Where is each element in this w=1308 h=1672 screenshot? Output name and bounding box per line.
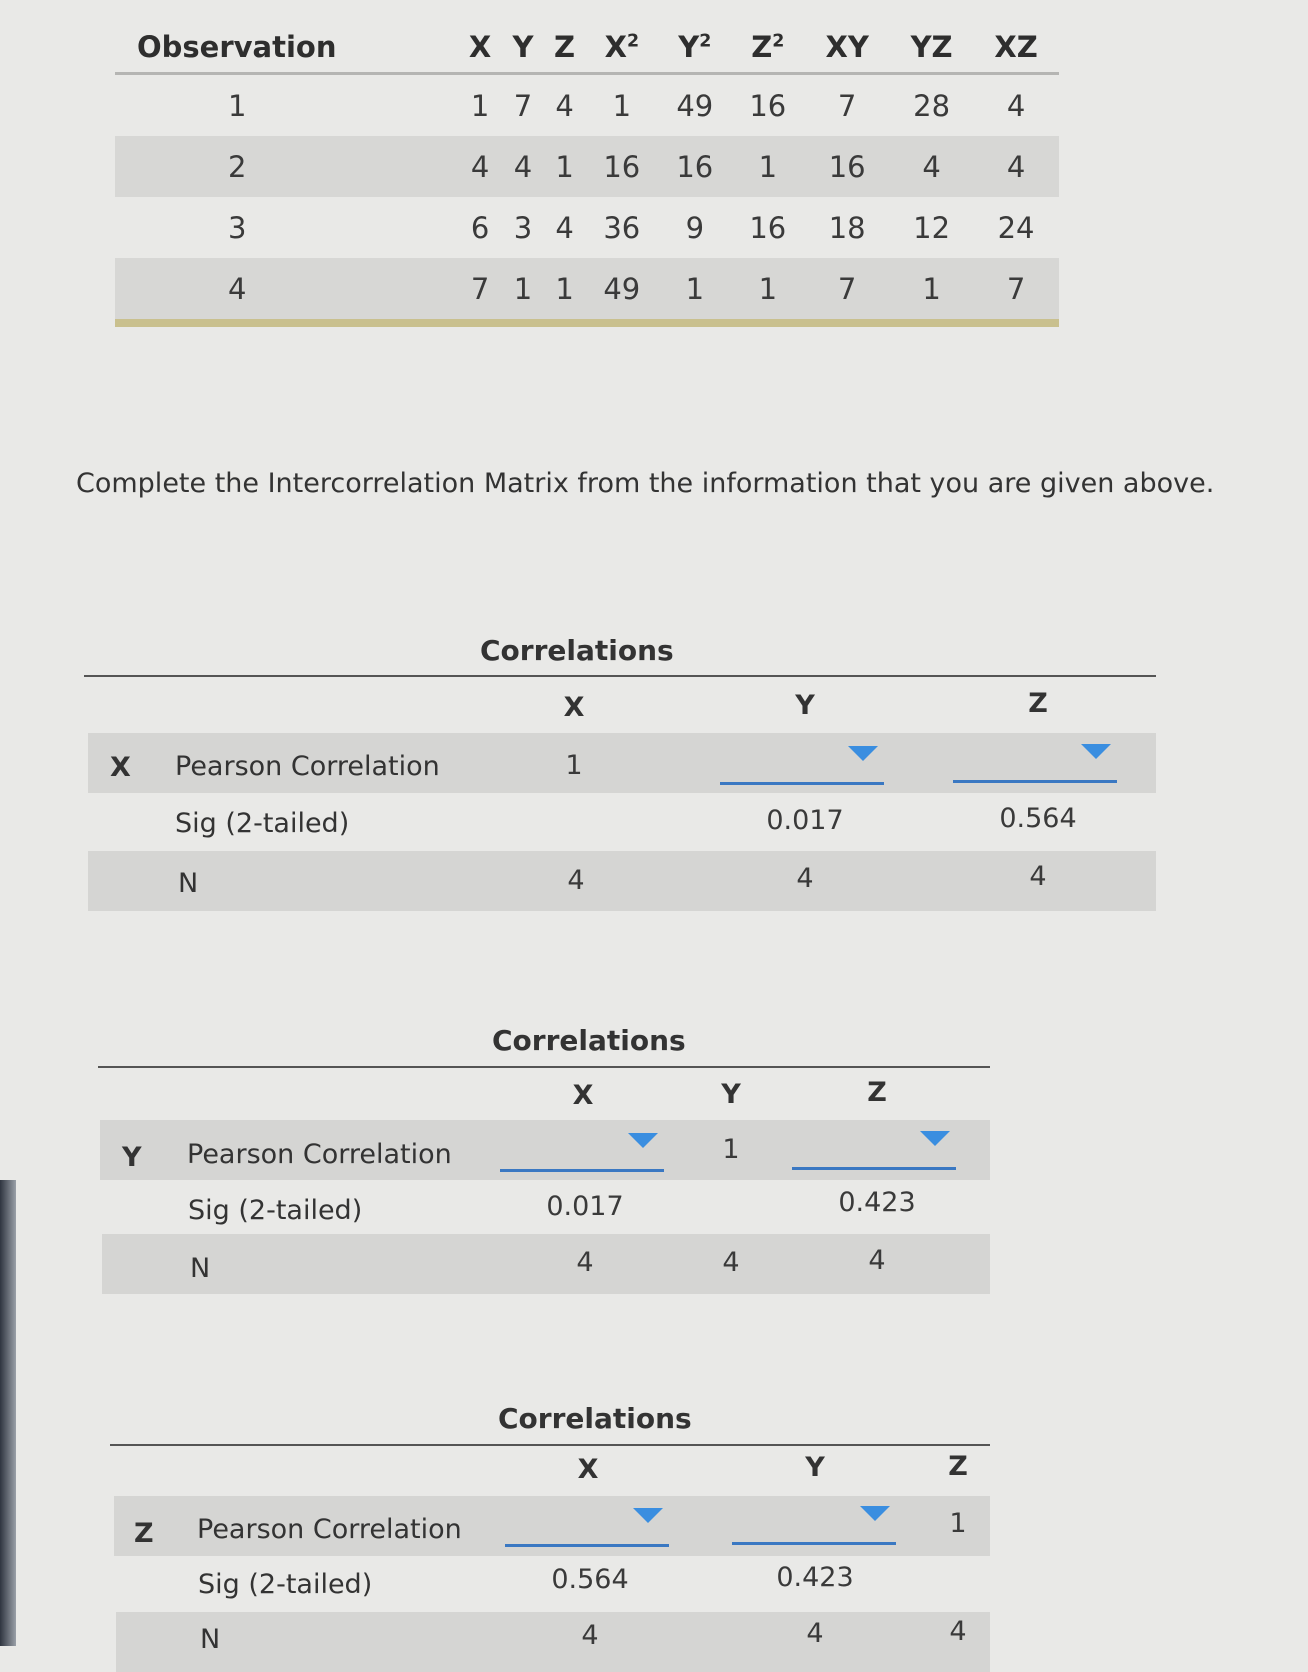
header-x: X bbox=[458, 22, 502, 74]
title-rule bbox=[98, 1066, 990, 1068]
n-xz: 4 bbox=[1029, 861, 1047, 892]
instruction-text: Complete the Intercorrelation Matrix from the information that you are given above. bbox=[76, 468, 1215, 499]
table-row bbox=[115, 258, 1059, 319]
n-row-band bbox=[88, 851, 1156, 911]
cell-z: 1 bbox=[544, 136, 586, 197]
header-y-squared-exp: 2 bbox=[699, 31, 712, 52]
sig-zx: 0.564 bbox=[551, 1564, 629, 1595]
col-head-y: Y bbox=[795, 690, 815, 721]
observation-table bbox=[115, 22, 1059, 327]
cell-yz: 4 bbox=[890, 136, 973, 197]
cell-z-squared: 16 bbox=[749, 88, 787, 123]
cell-x-squared: 49 bbox=[585, 258, 658, 319]
pearson-label: Pearson Correlation bbox=[187, 1139, 452, 1170]
sig-xz: 0.564 bbox=[999, 803, 1077, 834]
cell-xz: 4 bbox=[973, 136, 1059, 197]
cell-x: 4 bbox=[458, 136, 502, 197]
n-yz: 4 bbox=[868, 1245, 886, 1276]
n-zz: 4 bbox=[949, 1616, 967, 1647]
pearson-xx: 1 bbox=[565, 750, 583, 781]
cell-y: 7 bbox=[513, 88, 533, 123]
title-rule bbox=[110, 1444, 990, 1446]
cell-yz: 12 bbox=[913, 210, 951, 245]
col-head-y: Y bbox=[805, 1452, 825, 1483]
row-variable-z: Z bbox=[134, 1518, 154, 1549]
cell-xz: 7 bbox=[973, 258, 1059, 319]
header-z-squared bbox=[731, 22, 804, 74]
header-x-squared-exp: 2 bbox=[626, 31, 640, 52]
cell-observation: 1 bbox=[228, 88, 247, 123]
cell-xy: 7 bbox=[804, 258, 890, 319]
cell-z: 4 bbox=[555, 210, 574, 245]
cell-yz: 28 bbox=[913, 88, 951, 123]
cell-x: 7 bbox=[458, 258, 502, 319]
cell-y-squared: 49 bbox=[676, 88, 714, 123]
sig-label: Sig (2-tailed) bbox=[198, 1569, 373, 1600]
col-head-x: X bbox=[572, 1080, 594, 1111]
n-row-band bbox=[102, 1234, 990, 1294]
chevron-down-icon bbox=[860, 1506, 890, 1521]
sig-label: Sig (2-tailed) bbox=[188, 1195, 363, 1226]
n-label: N bbox=[200, 1624, 221, 1655]
header-xy: XY bbox=[804, 22, 890, 74]
n-label: N bbox=[178, 868, 199, 899]
chevron-down-icon bbox=[633, 1508, 663, 1523]
correlations-title: Correlations bbox=[498, 1402, 692, 1435]
header-x-squared bbox=[585, 22, 658, 74]
sig-xy: 0.017 bbox=[766, 805, 844, 836]
col-head-y: Y bbox=[721, 1079, 741, 1110]
cell-z: 1 bbox=[544, 258, 586, 319]
table-row bbox=[115, 197, 1059, 258]
cell-x-squared: 36 bbox=[603, 210, 641, 245]
row-variable-x: X bbox=[110, 752, 131, 783]
sig-yz: 0.423 bbox=[838, 1187, 916, 1218]
cell-y-squared: 1 bbox=[658, 258, 731, 319]
cell-y: 4 bbox=[502, 136, 544, 197]
pearson-xy-dropdown[interactable] bbox=[720, 738, 884, 785]
col-head-x: X bbox=[563, 692, 585, 723]
header-x-squared-base: X bbox=[604, 30, 627, 64]
cell-xy: 18 bbox=[828, 210, 866, 245]
pearson-yy: 1 bbox=[722, 1134, 740, 1165]
cell-observation: 4 bbox=[115, 258, 458, 319]
correlations-title: Correlations bbox=[480, 634, 674, 667]
pearson-xz-dropdown[interactable] bbox=[953, 736, 1117, 783]
cell-xy: 7 bbox=[837, 88, 857, 123]
cell-observation: 3 bbox=[228, 210, 247, 245]
row-variable-y: Y bbox=[122, 1142, 142, 1173]
n-yy: 4 bbox=[722, 1247, 740, 1278]
header-xz: XZ bbox=[973, 22, 1059, 74]
header-y: Y bbox=[502, 22, 544, 74]
sig-zy: 0.423 bbox=[776, 1562, 854, 1593]
col-head-z: Z bbox=[867, 1077, 887, 1108]
pearson-zy-dropdown[interactable] bbox=[732, 1498, 896, 1545]
table-footer-bar bbox=[115, 319, 1059, 327]
n-xx: 4 bbox=[567, 865, 585, 896]
pearson-label: Pearson Correlation bbox=[197, 1514, 462, 1545]
cell-x: 1 bbox=[470, 88, 490, 123]
correlations-title: Correlations bbox=[492, 1024, 686, 1057]
header-z-squared-base: Z bbox=[751, 30, 773, 64]
header-z-squared-exp: 2 bbox=[772, 31, 785, 52]
pearson-zx-dropdown[interactable] bbox=[505, 1500, 669, 1547]
n-row-band bbox=[116, 1612, 990, 1672]
cell-z-squared: 16 bbox=[749, 210, 787, 245]
chevron-down-icon bbox=[1081, 744, 1111, 759]
cell-y-squared: 16 bbox=[658, 136, 731, 197]
n-xy: 4 bbox=[796, 863, 814, 894]
col-head-z: Z bbox=[1028, 688, 1048, 719]
n-yx: 4 bbox=[576, 1247, 594, 1278]
sig-yx: 0.017 bbox=[546, 1191, 624, 1222]
header-z: Z bbox=[544, 22, 586, 74]
cell-z-squared: 1 bbox=[731, 136, 804, 197]
cell-xz: 24 bbox=[997, 210, 1035, 245]
cell-y-squared: 9 bbox=[685, 210, 705, 245]
table-row bbox=[115, 136, 1059, 197]
cell-z-squared: 1 bbox=[731, 258, 804, 319]
table-footer-rule bbox=[115, 319, 1059, 327]
header-yz: YZ bbox=[890, 22, 973, 74]
sig-label: Sig (2-tailed) bbox=[175, 808, 350, 839]
cell-xy: 16 bbox=[804, 136, 890, 197]
col-head-x: X bbox=[577, 1454, 599, 1485]
n-zy: 4 bbox=[806, 1618, 824, 1649]
chevron-down-icon bbox=[920, 1131, 950, 1146]
n-label: N bbox=[190, 1253, 211, 1284]
n-zx: 4 bbox=[581, 1620, 599, 1651]
cell-observation: 2 bbox=[115, 136, 458, 197]
cell-x: 6 bbox=[470, 210, 490, 245]
table-header-row bbox=[115, 22, 1059, 74]
cell-yz: 1 bbox=[890, 258, 973, 319]
cell-y: 1 bbox=[502, 258, 544, 319]
chevron-down-icon bbox=[848, 746, 878, 761]
col-head-z: Z bbox=[948, 1451, 968, 1482]
pearson-zz: 1 bbox=[949, 1508, 967, 1539]
table-row bbox=[115, 74, 1059, 137]
pearson-label: Pearson Correlation bbox=[175, 751, 440, 782]
pearson-yz-dropdown[interactable] bbox=[792, 1123, 956, 1170]
cell-x-squared: 16 bbox=[585, 136, 658, 197]
cell-y: 3 bbox=[513, 210, 533, 245]
dark-screen-edge bbox=[0, 1180, 16, 1646]
chevron-down-icon bbox=[628, 1133, 658, 1148]
cell-x-squared: 1 bbox=[612, 88, 632, 123]
header-observation: Observation bbox=[115, 22, 458, 74]
cell-xz: 4 bbox=[1006, 88, 1026, 123]
title-rule bbox=[84, 675, 1156, 677]
cell-z: 4 bbox=[555, 88, 574, 123]
header-y-squared-base: Y bbox=[678, 30, 700, 64]
pearson-yx-dropdown[interactable] bbox=[500, 1125, 664, 1172]
header-y-squared bbox=[658, 22, 731, 74]
